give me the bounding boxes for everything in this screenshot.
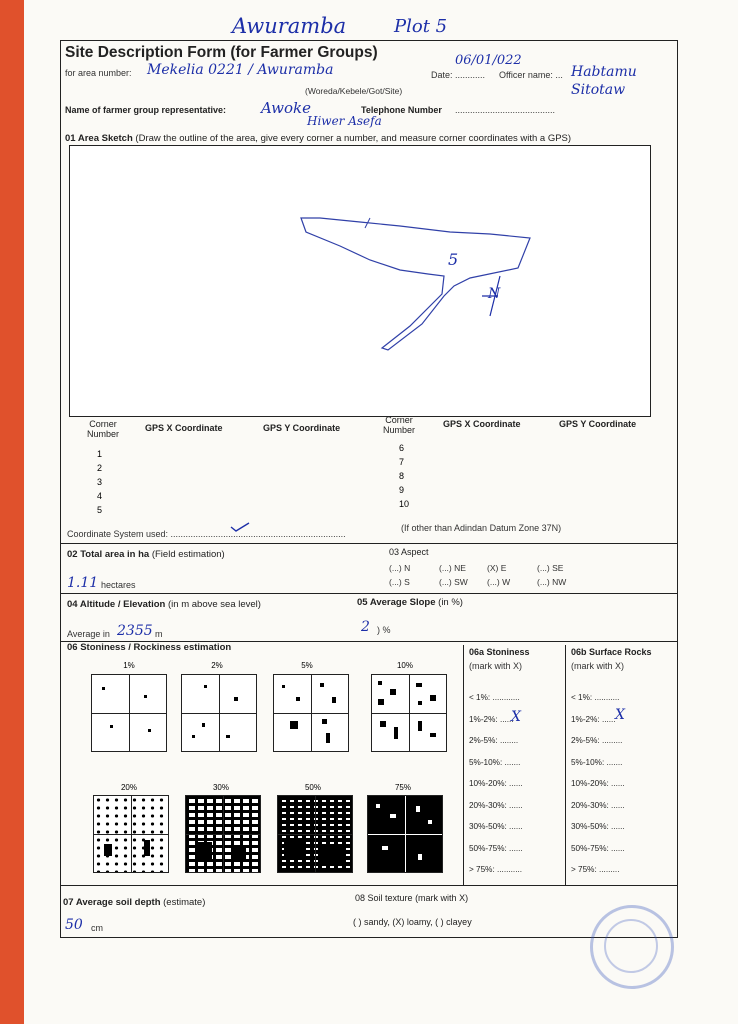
stoniness-06a-title: 06a Stoniness xyxy=(469,647,530,657)
stoniness-diagram-1pct xyxy=(91,674,167,752)
surface-rocks-row-lt1[interactable]: < 1%: ........... xyxy=(571,693,620,702)
stoniness-06a-row-30-50[interactable]: 30%-50%: ...... xyxy=(469,822,523,831)
surface-rocks-06b-mark: X xyxy=(615,707,625,723)
soil-texture-section xyxy=(355,893,468,903)
stoniness-06a-row-gt75[interactable]: > 75%: ........... xyxy=(469,865,523,874)
coordinate-system-label: Coordinate System used: ...................................................................... xyxy=(67,529,346,539)
stoniness-06a-row-20-30[interactable]: 20%-30%: ...... xyxy=(469,800,523,810)
corner-numbers-right xyxy=(399,441,409,511)
total-area-note: (Field estimation) xyxy=(151,549,225,560)
surface-rocks-row-gt75[interactable]: > 75%: ......... xyxy=(571,865,620,874)
aspect-s[interactable]: (...) S xyxy=(389,577,410,587)
corner-10: 10 xyxy=(399,499,410,509)
aspect-ne[interactable]: (...) NE xyxy=(439,563,466,573)
stoniness-06a-row-lt1[interactable]: < 1%: ............ xyxy=(469,693,520,702)
altitude-note: (in m above sea level) xyxy=(168,599,261,610)
surface-rocks-row-30-50[interactable]: 30%-50%: ...... xyxy=(571,822,625,831)
site-description-form xyxy=(60,40,678,938)
altitude-title: 04 Altitude / Elevation xyxy=(67,599,166,610)
aspect-nw[interactable]: (...) NW xyxy=(537,577,567,587)
surface-rocks-row-2-5[interactable]: 2%-5%: ......... xyxy=(571,736,623,745)
sketch-title: 01 Area Sketch xyxy=(65,133,133,144)
surface-rocks-06b-sub: (mark with X) xyxy=(571,661,625,671)
plot-outline-sketch xyxy=(70,146,650,416)
orange-background-edge xyxy=(0,0,24,1024)
sketch-section-title xyxy=(65,133,571,144)
corner-number-header-left: Corner Number xyxy=(86,419,119,439)
area-number-value: Mekelia 0221 / Awuramba xyxy=(147,62,334,78)
corner-coordinate-table xyxy=(69,415,649,515)
total-area-section xyxy=(67,549,225,560)
corner-numbers-left xyxy=(97,447,102,517)
total-area-value: 1.11 xyxy=(67,575,99,591)
telephone-label: Telephone Number xyxy=(361,105,442,115)
surface-rocks-row-10-20[interactable]: 10%-20%: ...... xyxy=(571,779,625,788)
aspect-title: 03 Aspect xyxy=(389,547,429,557)
representative-label: Name of farmer group representative: xyxy=(65,105,227,115)
pct-label-20: 20% xyxy=(120,783,137,792)
soil-depth-title: 07 Average soil depth xyxy=(63,897,161,908)
pct-label-1: 1% xyxy=(123,661,135,670)
stoniness-06a-row-1-2[interactable]: 1%-2%: ...... xyxy=(469,714,514,724)
sketch-title-note: (Draw the outline of the area, give every corner a number, and measure corner coordinates with a GPS) xyxy=(135,133,572,144)
aspect-sw[interactable]: (...) SW xyxy=(439,577,468,587)
area-number-hint: (Woreda/Kebele/Got/Site) xyxy=(305,86,403,96)
area-number-label: for area number: xyxy=(65,68,132,78)
surface-rocks-row-50-75[interactable]: 50%-75%: ...... xyxy=(571,843,625,853)
form-title: Site Description Form (for Farmer Groups) xyxy=(65,44,378,61)
soil-depth-value: 50 xyxy=(65,917,83,933)
pct-label-75: 75% xyxy=(394,783,411,792)
pct-label-5: 5% xyxy=(301,661,313,670)
corner-number-header-right: Corner Number xyxy=(382,415,415,435)
stoniness-diagram-10pct xyxy=(371,674,447,752)
total-area-unit: hectares xyxy=(101,580,136,590)
corner-3: 3 xyxy=(97,477,103,487)
stoniness-diagram-75pct xyxy=(367,795,443,873)
surface-rocks-row-5-10[interactable]: 5%-10%: ....... xyxy=(571,757,623,767)
corner-9: 9 xyxy=(399,485,405,495)
total-area-title: 02 Total area in ha xyxy=(67,549,150,560)
stoniness-title: 06 Stoniness / Rockiness estimation xyxy=(67,642,232,653)
pct-label-30: 30% xyxy=(212,783,229,792)
corner-2: 2 xyxy=(97,463,103,473)
corner-7: 7 xyxy=(399,457,405,467)
stoniness-06a-row-2-5[interactable]: 2%-5%: ........ xyxy=(469,736,519,745)
stoniness-diagram-2pct xyxy=(181,674,257,752)
slope-note: (in %) xyxy=(438,597,463,608)
soil-depth-unit: cm xyxy=(91,923,103,933)
slope-unit: ) % xyxy=(377,625,391,635)
corner-6: 6 xyxy=(399,443,405,453)
pct-label-10: 10% xyxy=(396,661,413,670)
gps-y-header-left: GPS Y Coordinate xyxy=(263,423,341,433)
stoniness-06a-row-10-20[interactable]: 10%-20%: ...... xyxy=(469,779,523,788)
slope-title: 05 Average Slope xyxy=(357,597,436,608)
representative-value-second-line: Hiwer Asefa xyxy=(307,114,382,128)
altitude-unit: m xyxy=(155,629,163,639)
altitude-average-label: Average in xyxy=(67,629,110,639)
representative-value: Awoke xyxy=(261,99,311,117)
coordinate-system-note: (If other than Adindan Datum Zone 37N) xyxy=(401,523,562,533)
soil-texture-title: 08 Soil texture xyxy=(355,893,413,903)
stoniness-06a-sub: (mark with X) xyxy=(469,661,523,671)
slope-section xyxy=(357,597,463,608)
altitude-value: 2355 xyxy=(117,623,153,639)
altitude-section xyxy=(67,599,261,610)
stoniness-diagram-30pct xyxy=(185,795,261,873)
aspect-w[interactable]: (...) W xyxy=(487,577,511,587)
surface-rocks-row-20-30[interactable]: 20%-30%: ...... xyxy=(571,800,625,810)
officer-value: Habtamu Sitotaw xyxy=(571,64,637,98)
aspect-e[interactable]: (X) E xyxy=(487,563,507,573)
soil-texture-note: (mark with X) xyxy=(415,893,469,903)
official-stamp-inner xyxy=(604,919,658,973)
telephone-field: ........................................ xyxy=(455,105,556,115)
plot-boundary-line xyxy=(301,218,530,350)
north-label: N xyxy=(488,286,501,302)
aspect-se[interactable]: (...) SE xyxy=(537,563,564,573)
surface-rocks-row-1-2[interactable]: 1%-2%: ...... xyxy=(571,714,616,724)
pct-label-50: 50% xyxy=(304,783,321,792)
aspect-n[interactable]: (...) N xyxy=(389,563,411,573)
corner-5: 5 xyxy=(97,505,103,515)
pct-label-2: 2% xyxy=(211,661,223,670)
surface-rocks-06b-title: 06b Surface Rocks xyxy=(571,647,652,657)
date-label: Date: ............ xyxy=(431,70,486,80)
stoniness-diagram-20pct xyxy=(93,795,169,873)
sketch-plot-label: 5 xyxy=(448,250,459,269)
plot-number-handwriting: Plot 5 xyxy=(394,16,448,37)
date-value: 06/01/022 xyxy=(455,53,522,68)
stoniness-06a-row-50-75[interactable]: 50%-75%: ...... xyxy=(469,843,523,853)
coordinate-check-mark xyxy=(229,521,251,533)
stoniness-diagram-5pct xyxy=(273,674,349,752)
corner-8: 8 xyxy=(399,471,405,481)
corner-4: 4 xyxy=(97,491,103,501)
corner-1: 1 xyxy=(97,449,103,459)
stoniness-diagram-50pct xyxy=(277,795,353,873)
stoniness-06a-mark: X xyxy=(511,709,521,725)
gps-x-header-left: GPS X Coordinate xyxy=(145,423,223,433)
sketch-box xyxy=(69,145,651,417)
soil-texture-options[interactable]: ( ) sandy, (X) loamy, ( ) clayey xyxy=(353,917,472,927)
gps-x-header-right: GPS X Coordinate xyxy=(443,419,521,429)
gps-y-header-right: GPS Y Coordinate xyxy=(559,419,637,429)
officer-label: Officer name: ... xyxy=(499,70,563,80)
stoniness-06a-row-5-10[interactable]: 5%-10%: ....... xyxy=(469,757,521,767)
soil-depth-section xyxy=(63,897,205,908)
soil-depth-note: (estimate) xyxy=(163,897,206,908)
site-name-handwriting: Awuramba xyxy=(232,14,347,38)
slope-value: 2 xyxy=(361,619,370,635)
